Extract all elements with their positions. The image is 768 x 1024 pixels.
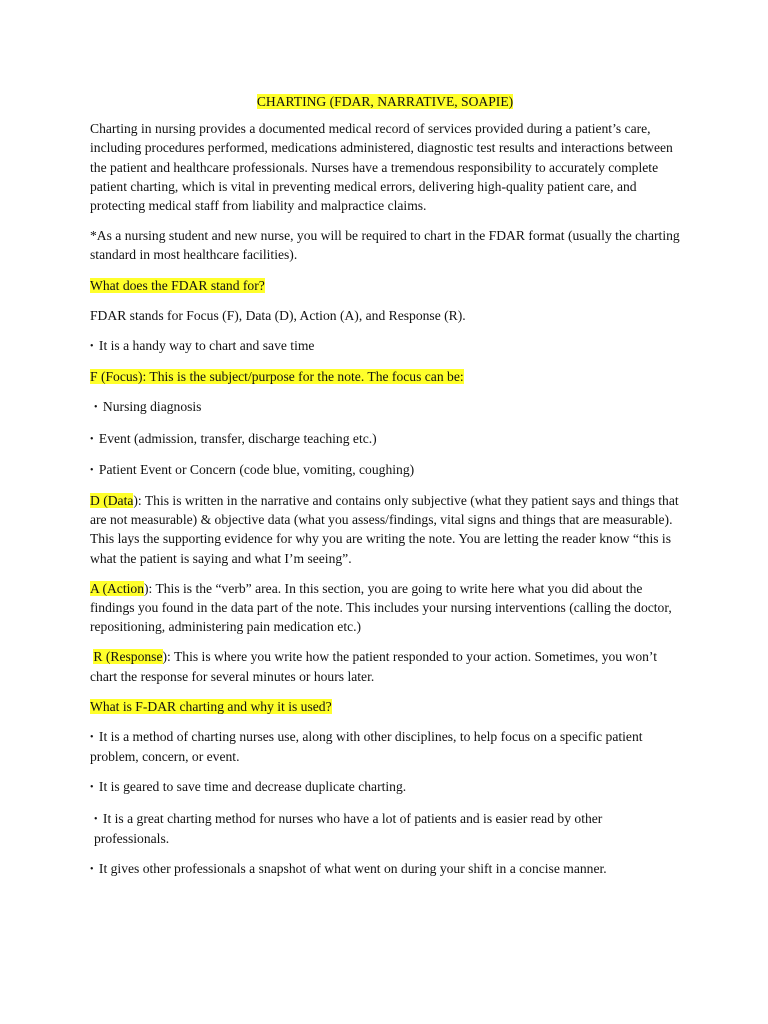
bullet-text: Nursing diagnosis (102, 399, 202, 415)
bullet-icon: • (94, 402, 98, 414)
fdar-question-heading (90, 276, 680, 295)
bullet-text: Patient Event or Concern (code blue, vomiting, coughing) (98, 461, 415, 477)
action-paragraph (90, 579, 680, 637)
bullet-text: It is a great charting method for nurses who have a lot of patients and is easier read by other professionals. (94, 810, 603, 846)
action-text: ): This is the “verb” area. In this section, you are going to write here what you did about the findings you found in the data part of the note. This includes your nursing interventions (calling the doctor, repositioning, administering pain medication etc.) (90, 580, 672, 635)
document-body (90, 92, 680, 890)
bullet-icon: • (90, 864, 94, 876)
why-item-great-method (90, 809, 680, 848)
title-highlight: CHARTING (FDAR, NARRATIVE, SOAPIE) (256, 94, 514, 109)
focus-heading-highlight: F (Focus): This is the subject/purpose for the note. The focus can be: (90, 369, 464, 385)
bullet-icon: • (94, 813, 98, 825)
response-text: ): This is where you write how the patient responded to your action. Sometimes, you won’t chart the response for several minutes or hours later. (90, 649, 657, 684)
intro-paragraph: Charting in nursing provides a documented medical record of services provided during a patient’s care, including procedures performed, medications administered, diagnostic test results and interactions between the patient and healthcare professionals. Nurses have a tremendous responsibility to accurately complete patient charting, which is vital in preventing medical errors, delivering high-quality patient care, and protecting medical staff from liability and malpractice claims. (90, 121, 673, 214)
bullet-text: It gives other professionals a snapshot of what went on during your shift in a concise manner. (98, 861, 607, 877)
bullet-icon: • (90, 782, 94, 794)
focus-item-nursing-diagnosis (90, 397, 680, 417)
fdar-question-highlight: What does the FDAR stand for? (90, 277, 265, 293)
bullet-icon: • (90, 433, 94, 445)
bullet-text: It is geared to save time and decrease duplicate charting. (98, 779, 407, 795)
bullet-icon: • (90, 464, 94, 476)
bullet-text: Event (admission, transfer, discharge teaching etc.) (98, 430, 377, 446)
why-question-highlight: What is F-DAR charting and why it is used? (90, 698, 332, 714)
response-label-highlight: R (Response (93, 649, 163, 665)
bullet-item-handy (90, 336, 680, 356)
action-label-highlight: A (Action (90, 580, 144, 596)
document-title (90, 92, 680, 111)
bullet-icon: • (90, 732, 94, 744)
focus-item-event (90, 429, 680, 449)
data-paragraph (90, 491, 680, 568)
bullet-icon: • (90, 341, 94, 353)
data-label-highlight: D (Data (90, 493, 134, 509)
focus-heading (90, 367, 680, 386)
response-paragraph (90, 647, 680, 685)
why-item-method (90, 727, 680, 766)
data-text: ): This is written in the narrative and contains only subjective (what they patient says and things that are not measurable) & objective data (what you assess/findings, vital signs and things that are measurable). This lays the supporting evidence for why you are writing the note. You are letting the reader know “this is what the patient is saying and what I’m seeing”. (90, 493, 679, 566)
focus-item-patient-event (90, 460, 680, 480)
bullet-text: It is a handy way to chart and save time (98, 338, 315, 354)
fdar-definition: FDAR stands for Focus (F), Data (D), Action (A), and Response (R). (90, 307, 466, 323)
why-question-heading (90, 697, 680, 716)
bullet-text: It is a method of charting nurses use, along with other disciplines, to help focus on a specific patient problem, concern, or event. (90, 729, 643, 765)
student-note-paragraph: *As a nursing student and new nurse, you will be required to chart in the FDAR format (usually the charting standard in most healthcare facilities). (90, 228, 680, 263)
why-item-save-time (90, 777, 680, 797)
why-item-snapshot (90, 859, 680, 879)
